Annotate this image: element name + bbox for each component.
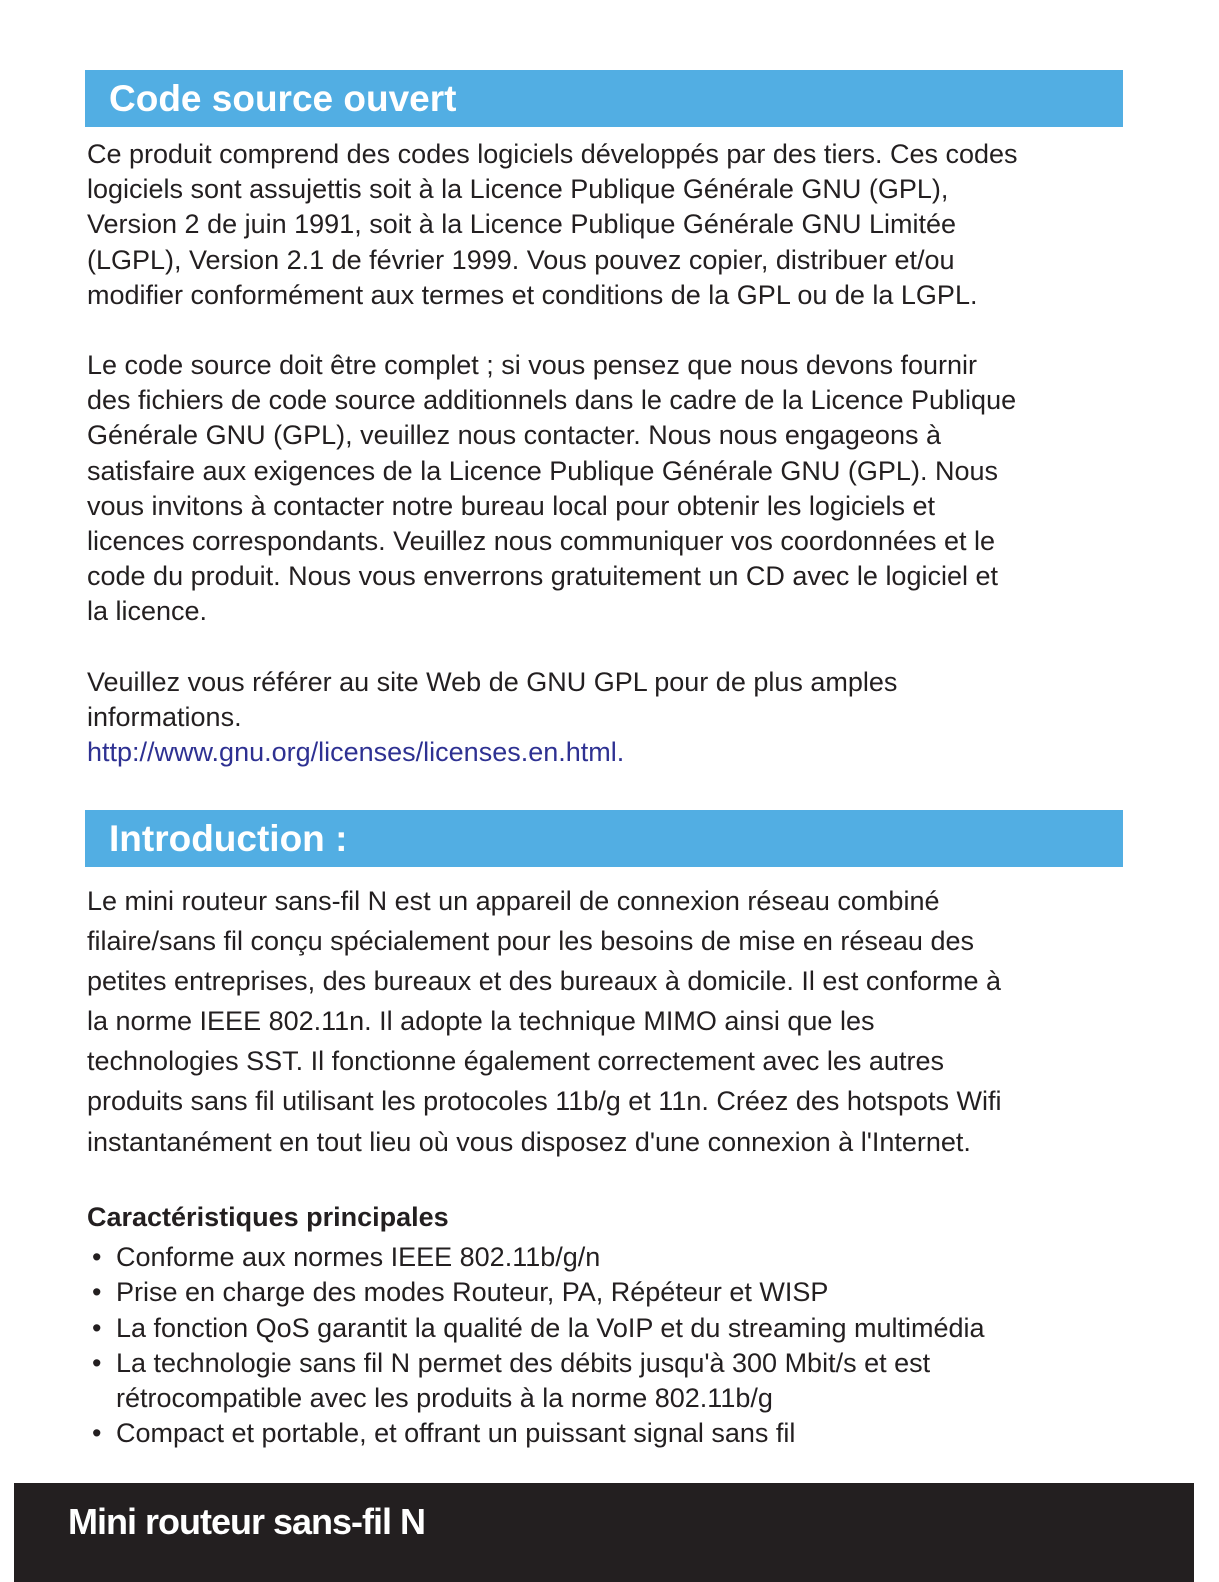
list-item (92, 1311, 985, 1346)
list-item-text: rétrocompatible avec les produits à la norme 802.11b/g (116, 1383, 773, 1414)
text-line: technologies SST. Il fonctionne également correctement avec les autres (87, 1046, 944, 1077)
list-item-text: La technologie sans fil N permet des débits jusqu'à 300 Mbit/s et est (116, 1347, 931, 1378)
text-line: (LGPL), Version 2.1 de février 1999. Vous pouvez copier, distribuer et/ou (87, 244, 955, 275)
bullet-icon: • (92, 1242, 102, 1272)
text-line: Ce produit comprend des codes logiciels développés par des tiers. Ces codes (87, 139, 1018, 169)
paragraph-license (87, 137, 1147, 313)
text-line: produits sans fil utilisant les protocoles 11b/g et 11n. Créez des hotspots Wifi (87, 1086, 1002, 1117)
list-item-text: Prise en charge des modes Routeur, PA, Répéteur et WISP (116, 1277, 829, 1308)
section-header-code-source: Code source ouvert (85, 70, 1123, 127)
bullet-icon: • (92, 1418, 102, 1449)
text-line: Générale GNU (GPL), veuillez nous contacter. Nous nous engageons à (87, 420, 941, 451)
text-line: Le code source doit être complet ; si vous pensez que nous devons fournir (87, 350, 978, 380)
text-line: la norme IEEE 802.11n. Il adopte la technique MIMO ainsi que les (87, 1006, 875, 1037)
text-line: licences correspondants. Veuillez nous communiquer vos coordonnées et le (87, 526, 996, 557)
list-item (92, 1416, 985, 1451)
list-item (92, 1275, 985, 1310)
text-line: instantanément en tout lieu où vous disposez d'une connexion à l'Internet. (87, 1126, 971, 1157)
text-line: la licence. (87, 596, 208, 627)
gnu-license-link[interactable]: http://www.gnu.org/licenses/licenses.en.html. (87, 737, 625, 768)
text-line: satisfaire aux exigences de la Licence Publique Générale GNU (GPL). Nous (87, 455, 998, 486)
text-line: filaire/sans fil conçu spécialement pour les besoins de mise en réseau des (87, 926, 974, 957)
text-line: Veuillez vous référer au site Web de GNU GPL pour de plus amples (87, 667, 898, 697)
text-line: petites entreprises, des bureaux et des bureaux à domicile. Il est conforme à (87, 966, 1001, 997)
footer-bar (14, 1483, 1194, 1582)
paragraph-source-request (87, 348, 1147, 630)
text-line: des fichiers de code source additionnels dans le cadre de la Licence Publique (87, 385, 1017, 416)
text-line: Version 2 de juin 1991, soit à la Licence Publique Générale GNU Limitée (87, 209, 957, 240)
list-item (92, 1346, 985, 1417)
features-list (92, 1240, 985, 1452)
bullet-icon: • (92, 1312, 102, 1343)
bullet-icon: • (92, 1347, 102, 1378)
list-item (92, 1240, 985, 1275)
paragraph-reference (87, 665, 1147, 771)
paragraph-introduction (87, 881, 1147, 1162)
footer-product-title: Mini routeur sans-fil N (68, 1501, 426, 1542)
bullet-icon: • (92, 1277, 102, 1308)
text-line: modifier conformément aux termes et conditions de la GPL ou de la LGPL. (87, 279, 978, 310)
text-line: logiciels sont assujettis soit à la Licence Publique Générale GNU (GPL), (87, 174, 949, 205)
text-line: informations. (87, 702, 242, 733)
text-line: Le mini routeur sans-fil N est un appareil de connexion réseau combiné (87, 886, 940, 916)
list-item-text: Compact et portable, et offrant un puissant signal sans fil (116, 1418, 796, 1449)
text-line: code du produit. Nous vous enverrons gratuitement un CD avec le logiciel et (87, 561, 998, 592)
text-line: vous invitons à contacter notre bureau local pour obtenir les logiciels et (87, 490, 935, 521)
list-item-text: Conforme aux normes IEEE 802.11b/g/n (116, 1242, 601, 1272)
list-item-text: La fonction QoS garantit la qualité de la VoIP et du streaming multimédia (116, 1312, 985, 1343)
section-header-introduction: Introduction : (85, 810, 1123, 867)
features-heading: Caractéristiques principales (87, 1202, 449, 1232)
